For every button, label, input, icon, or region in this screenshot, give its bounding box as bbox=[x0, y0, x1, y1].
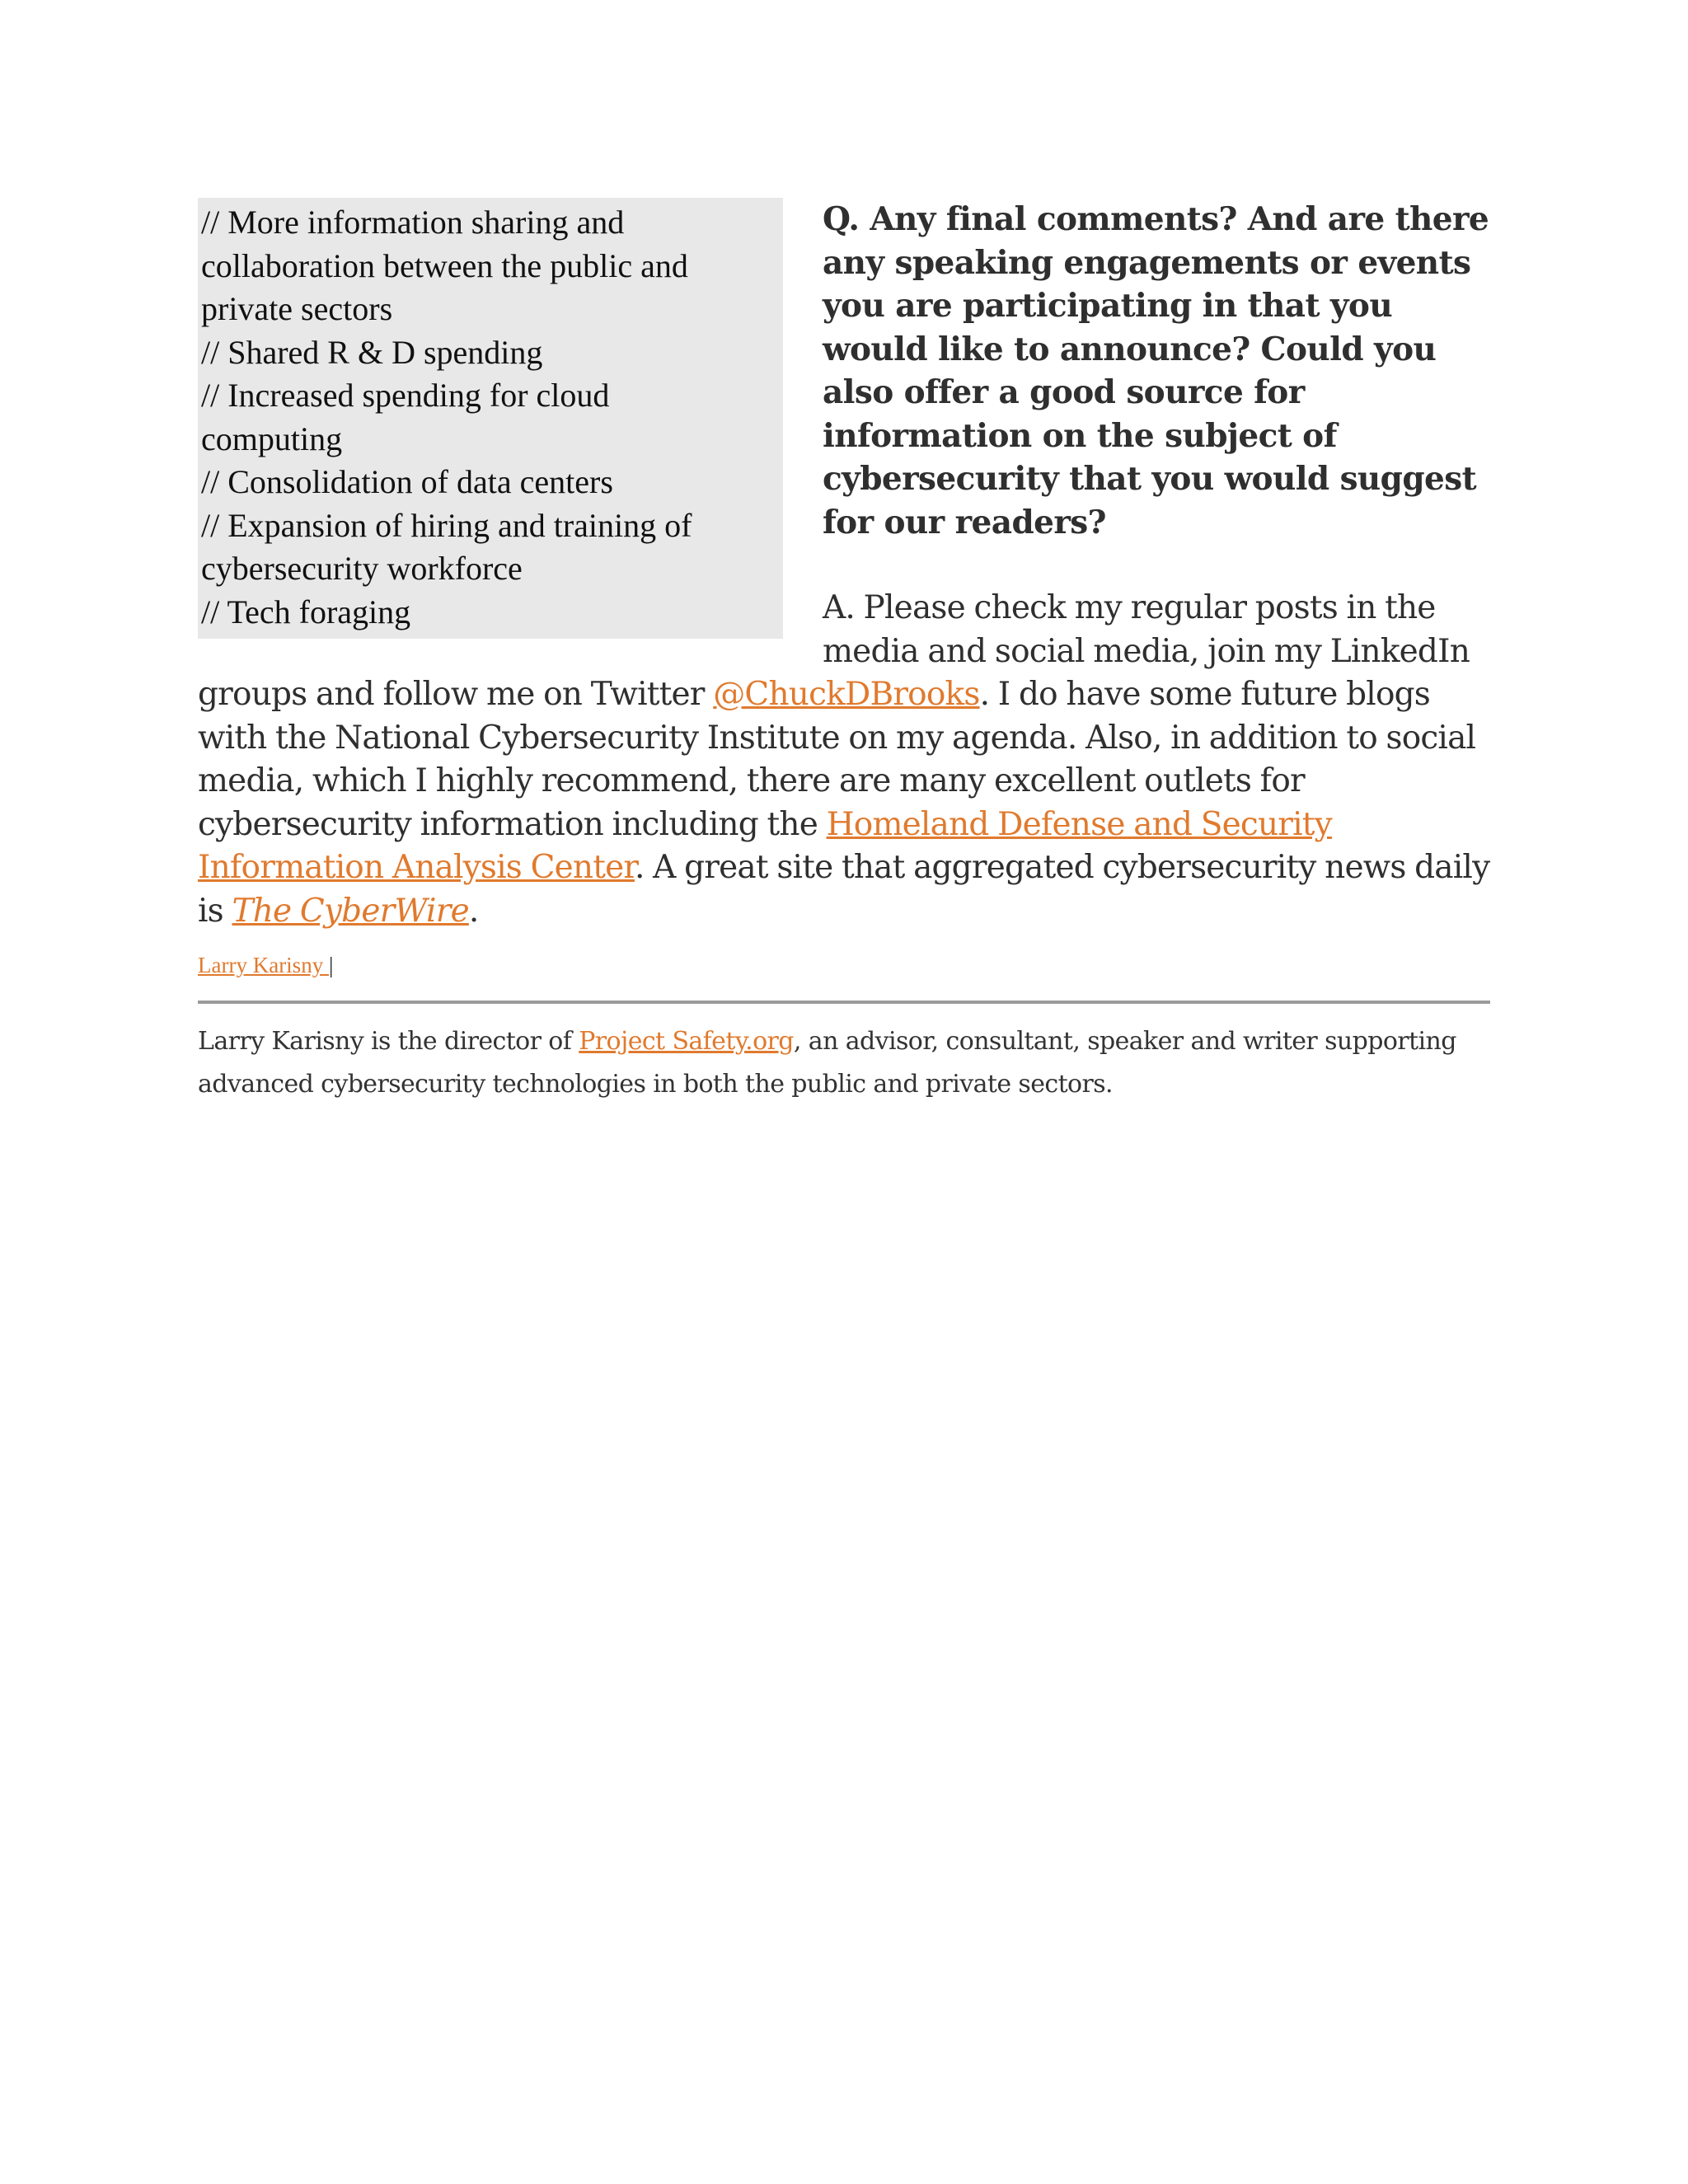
answer-text: . bbox=[468, 892, 479, 930]
sidebar-line: collaboration between the public and bbox=[201, 246, 688, 284]
sidebar-line: // Tech foraging bbox=[201, 593, 411, 630]
bio-text: Larry Karisny is the director of bbox=[198, 1027, 579, 1056]
byline bbox=[198, 933, 1490, 979]
sidebar-line: cybersecurity workforce bbox=[201, 550, 523, 587]
cyberwire-link[interactable]: The CyberWire bbox=[232, 892, 469, 930]
sidebar-line: private sectors bbox=[201, 290, 393, 327]
sidebar-line: // Expansion of hiring and training of bbox=[201, 506, 692, 544]
sidebar-callout bbox=[198, 198, 783, 639]
byline-separator: | bbox=[328, 953, 334, 977]
sidebar-line: // Increased spending for cloud bbox=[201, 377, 610, 414]
project-safety-link[interactable]: Project Safety.org bbox=[579, 1027, 794, 1056]
divider bbox=[198, 1001, 1490, 1004]
answer-text: . A great site that aggregated cybersecurity news daily is bbox=[198, 849, 1490, 930]
interview-answer bbox=[198, 587, 1490, 933]
author-bio bbox=[198, 1020, 1490, 1106]
twitter-handle-link[interactable]: @ChuckDBrooks bbox=[713, 676, 980, 713]
hdiac-link[interactable]: Homeland Defense and Security Information Analysis Center bbox=[198, 805, 1332, 886]
sidebar-line: computing bbox=[201, 419, 343, 457]
bio-text: , an advisor, consultant, speaker and writer supporting advanced cybersecurity technologies in both the public and private sectors. bbox=[198, 1027, 1456, 1099]
sidebar-line: // Shared R & D spending bbox=[201, 333, 543, 371]
sidebar-line: // More information sharing and bbox=[201, 204, 625, 241]
sidebar-line: // Consolidation of data centers bbox=[201, 463, 613, 500]
article-content bbox=[198, 198, 1490, 1106]
answer-text: A. Please check my regular posts in the media and social media, join my LinkedIn groups and follow me on Twitter bbox=[198, 589, 1470, 713]
answer-text: . I do have some future blogs with the National Cybersecurity Institute on my agenda. Also, in addition to social media, which I highly recommend, there are many excellent outlets for cybersecurity information including the bbox=[198, 676, 1476, 843]
interview-question: Q. Any final comments? And are there any speaking engagements or events you are participating in that you would like to announce? Could you also offer a good source for information on the subject of cybersecurity that you would suggest for our readers? bbox=[823, 200, 1489, 541]
author-link[interactable]: Larry Karisny bbox=[198, 953, 329, 977]
